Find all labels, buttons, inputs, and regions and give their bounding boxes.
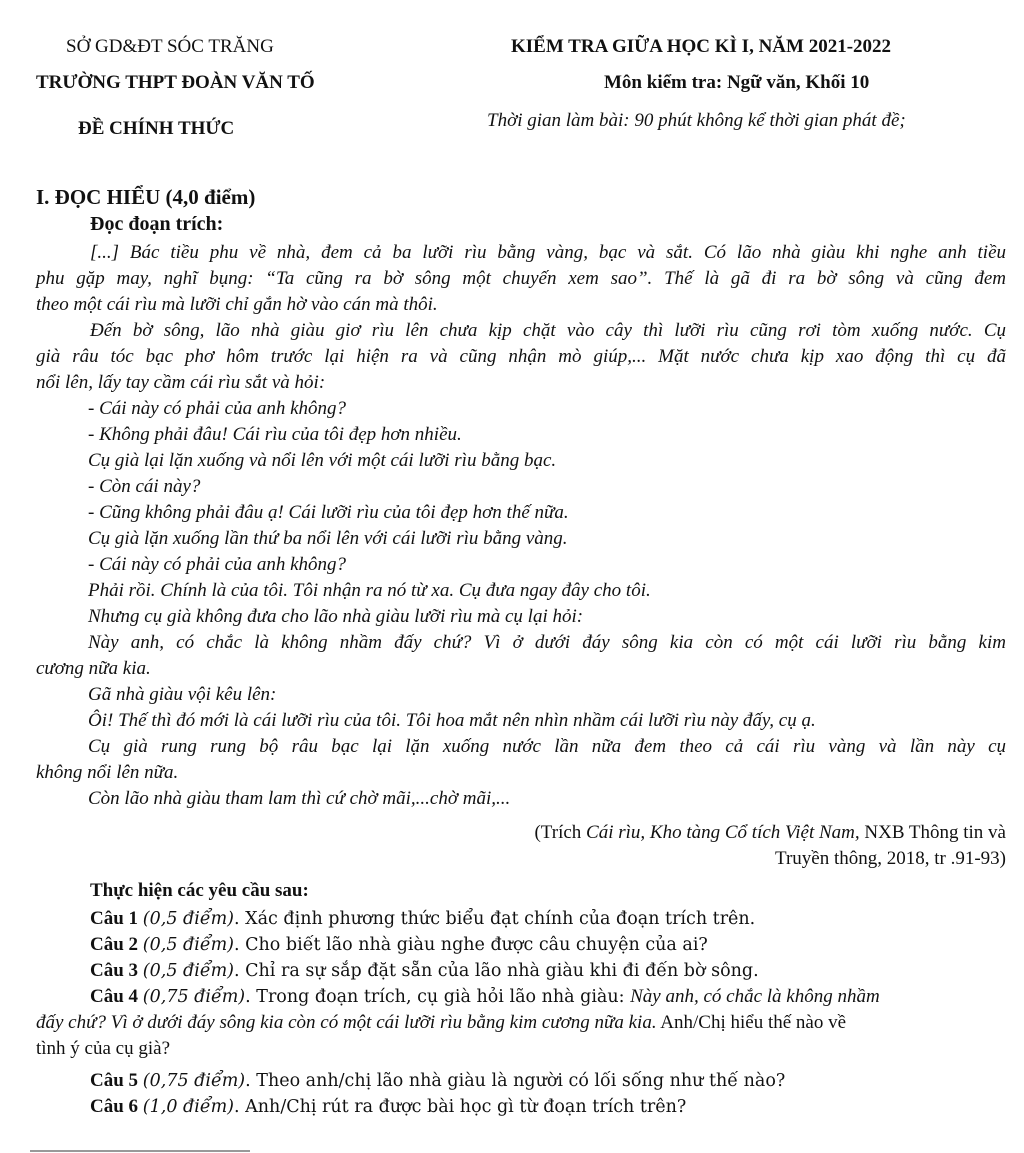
passage-line: già râu tóc bạc phơ hôm trước lại hiện ra và cũng nhận mò giúp,... Mặt nước chưa kịp xao động thì cụ đã bbox=[36, 346, 1006, 367]
passage-line: theo một cái rìu mà lưỡi chỉ gắn hờ vào cán mà thôi. bbox=[36, 294, 438, 315]
passage-line: cương nữa kia. bbox=[36, 658, 151, 679]
question-label: Câu 6 bbox=[90, 1096, 139, 1117]
question-quote: đấy chứ? Vì ở dưới đáy sông kia còn có một cái lưỡi rìu bằng kim cương nữa kia. bbox=[36, 1012, 657, 1033]
passage-line: - Cái này có phải của anh không? bbox=[88, 554, 347, 575]
passage-line: - Cái này có phải của anh không? bbox=[88, 398, 347, 419]
citation-line-1 bbox=[534, 822, 1006, 844]
question-score: (1,0 điểm) bbox=[142, 1097, 235, 1117]
passage-line: nổi lên, lấy tay cầm cái rìu sắt và hỏi: bbox=[36, 372, 326, 393]
passage-line: phu gặp may, nghĩ bụng: “Ta cũng ra bờ sông một chuyến xem sao”. Thế là gã đi ra bờ sông và cũng đem bbox=[36, 268, 1006, 289]
question-score: (0,5 điểm) bbox=[142, 909, 235, 929]
passage-line: Ôi! Thế thì đó mới là cái lưỡi rìu của tôi. Tôi hoa mắt nên nhìn nhầm cái lưỡi rìu này đấy, cụ ạ. bbox=[88, 710, 816, 731]
passage-line: - Không phải đâu! Cái rìu của tôi đẹp hơn nhiều. bbox=[88, 424, 462, 445]
question-label: Câu 4 bbox=[90, 986, 139, 1007]
passage-line: Cụ già lặn xuống lần thứ ba nổi lên với cái lưỡi rìu bằng vàng. bbox=[88, 528, 568, 549]
question-text: . Theo anh/chị lão nhà giàu là người có lối sống như thế nào? bbox=[245, 1071, 786, 1091]
tasks-heading: Thực hiện các yêu cầu sau: bbox=[90, 880, 309, 901]
section-title: I. ĐỌC HIỂU (4,0 điểm) bbox=[36, 185, 256, 209]
passage-line: Nhưng cụ già không đưa cho lão nhà giàu lưỡi rìu mà cụ lại hỏi: bbox=[88, 606, 584, 627]
question-4-line-3: tình ý của cụ già? bbox=[36, 1038, 171, 1059]
passage-line: Cụ già rung rung bộ râu bạc lại lặn xuống nước lần nữa đem theo cả cái rìu vàng và lần này cụ bbox=[88, 736, 1006, 757]
question-text: . Cho biết lão nhà giàu nghe được câu chuyện của ai? bbox=[234, 935, 708, 955]
citation-work: Cái rìu, Kho tàng Cổ tích Việt Nam, bbox=[586, 822, 860, 843]
question-1 bbox=[90, 906, 1024, 932]
question-4-line-2 bbox=[36, 1010, 1006, 1036]
department-name: SỞ GD&ĐT SÓC TRĂNG bbox=[66, 36, 274, 57]
question-text: Anh/Chị hiểu thế nào về bbox=[656, 1012, 847, 1033]
citation-line-2: Truyền thông, 2018, tr .91-93) bbox=[775, 848, 1006, 869]
passage-line: [...] Bác tiều phu về nhà, đem cả ba lưỡi rìu bằng vàng, bạc và sắt. Có lão nhà giàu khi nghe anh tiều bbox=[90, 242, 1006, 263]
question-label: Câu 1 bbox=[90, 908, 139, 929]
citation-prefix: (Trích bbox=[534, 822, 587, 843]
question-4 bbox=[90, 984, 1024, 1010]
exam-title: KIỂM TRA GIỮA HỌC KÌ I, NĂM 2021-2022 bbox=[511, 36, 892, 57]
question-text: . Xác định phương thức biểu đạt chính của đoạn trích trên. bbox=[234, 909, 756, 929]
passage-line: Phải rồi. Chính là của tôi. Tôi nhận ra nó từ xa. Cụ đưa ngay đây cho tôi. bbox=[88, 580, 651, 601]
question-text: . Chỉ ra sự sắp đặt sẵn của lão nhà giàu khi đi đến bờ sông. bbox=[234, 961, 759, 981]
question-quote: Này anh, có chắc là không nhầm bbox=[630, 986, 880, 1007]
question-label: Câu 5 bbox=[90, 1070, 139, 1091]
passage-line: Gã nhà giàu vội kêu lên: bbox=[88, 684, 277, 705]
question-label: Câu 2 bbox=[90, 934, 139, 955]
question-label: Câu 3 bbox=[90, 960, 139, 981]
official-label: ĐỀ CHÍNH THỨC bbox=[78, 118, 235, 139]
exam-time: Thời gian làm bài: 90 phút không kể thời gian phát đề; bbox=[487, 110, 906, 131]
passage-line: Đến bờ sông, lão nhà giàu giơ rìu lên chưa kịp chặt vào cây thì lưỡi rìu cũng rơi tòm xuống nước. Cụ bbox=[90, 320, 1006, 341]
passage-line: không nổi lên nữa. bbox=[36, 762, 179, 783]
exam-subject: Môn kiểm tra: Ngữ văn, Khối 10 bbox=[604, 72, 870, 93]
question-6 bbox=[90, 1094, 1024, 1120]
question-3 bbox=[90, 958, 1024, 984]
question-score: (0,75 điểm) bbox=[142, 1071, 246, 1091]
passage-line: Cụ già lại lặn xuống và nổi lên với một cái lưỡi rìu bằng bạc. bbox=[88, 450, 557, 471]
question-score: (0,75 điểm) bbox=[142, 987, 246, 1007]
school-name: TRƯỜNG THPT ĐOÀN VĂN TỐ bbox=[36, 72, 315, 93]
passage-line: - Cũng không phải đâu ạ! Cái lưỡi rìu của tôi đẹp hơn thế nữa. bbox=[88, 502, 569, 523]
read-label: Đọc đoạn trích: bbox=[90, 213, 224, 235]
question-5 bbox=[90, 1068, 1024, 1094]
question-score: (0,5 điểm) bbox=[142, 935, 235, 955]
citation-publisher: NXB Thông tin và bbox=[859, 822, 1006, 843]
question-text: . Anh/Chị rút ra được bài học gì từ đoạn trích trên? bbox=[234, 1097, 687, 1117]
question-2 bbox=[90, 932, 1024, 958]
passage-line: Này anh, có chắc là không nhầm đấy chứ? Vì ở dưới đáy sông kia còn có một cái lưỡi rìu bằng kim bbox=[88, 632, 1006, 653]
cutoff-line bbox=[30, 1150, 250, 1152]
passage-line: Còn lão nhà giàu tham lam thì cứ chờ mãi,...chờ mãi,... bbox=[88, 788, 511, 809]
question-score: (0,5 điểm) bbox=[142, 961, 235, 981]
passage-line: - Còn cái này? bbox=[88, 476, 201, 497]
question-text: . Trong đoạn trích, cụ già hỏi lão nhà giàu: bbox=[245, 987, 631, 1007]
